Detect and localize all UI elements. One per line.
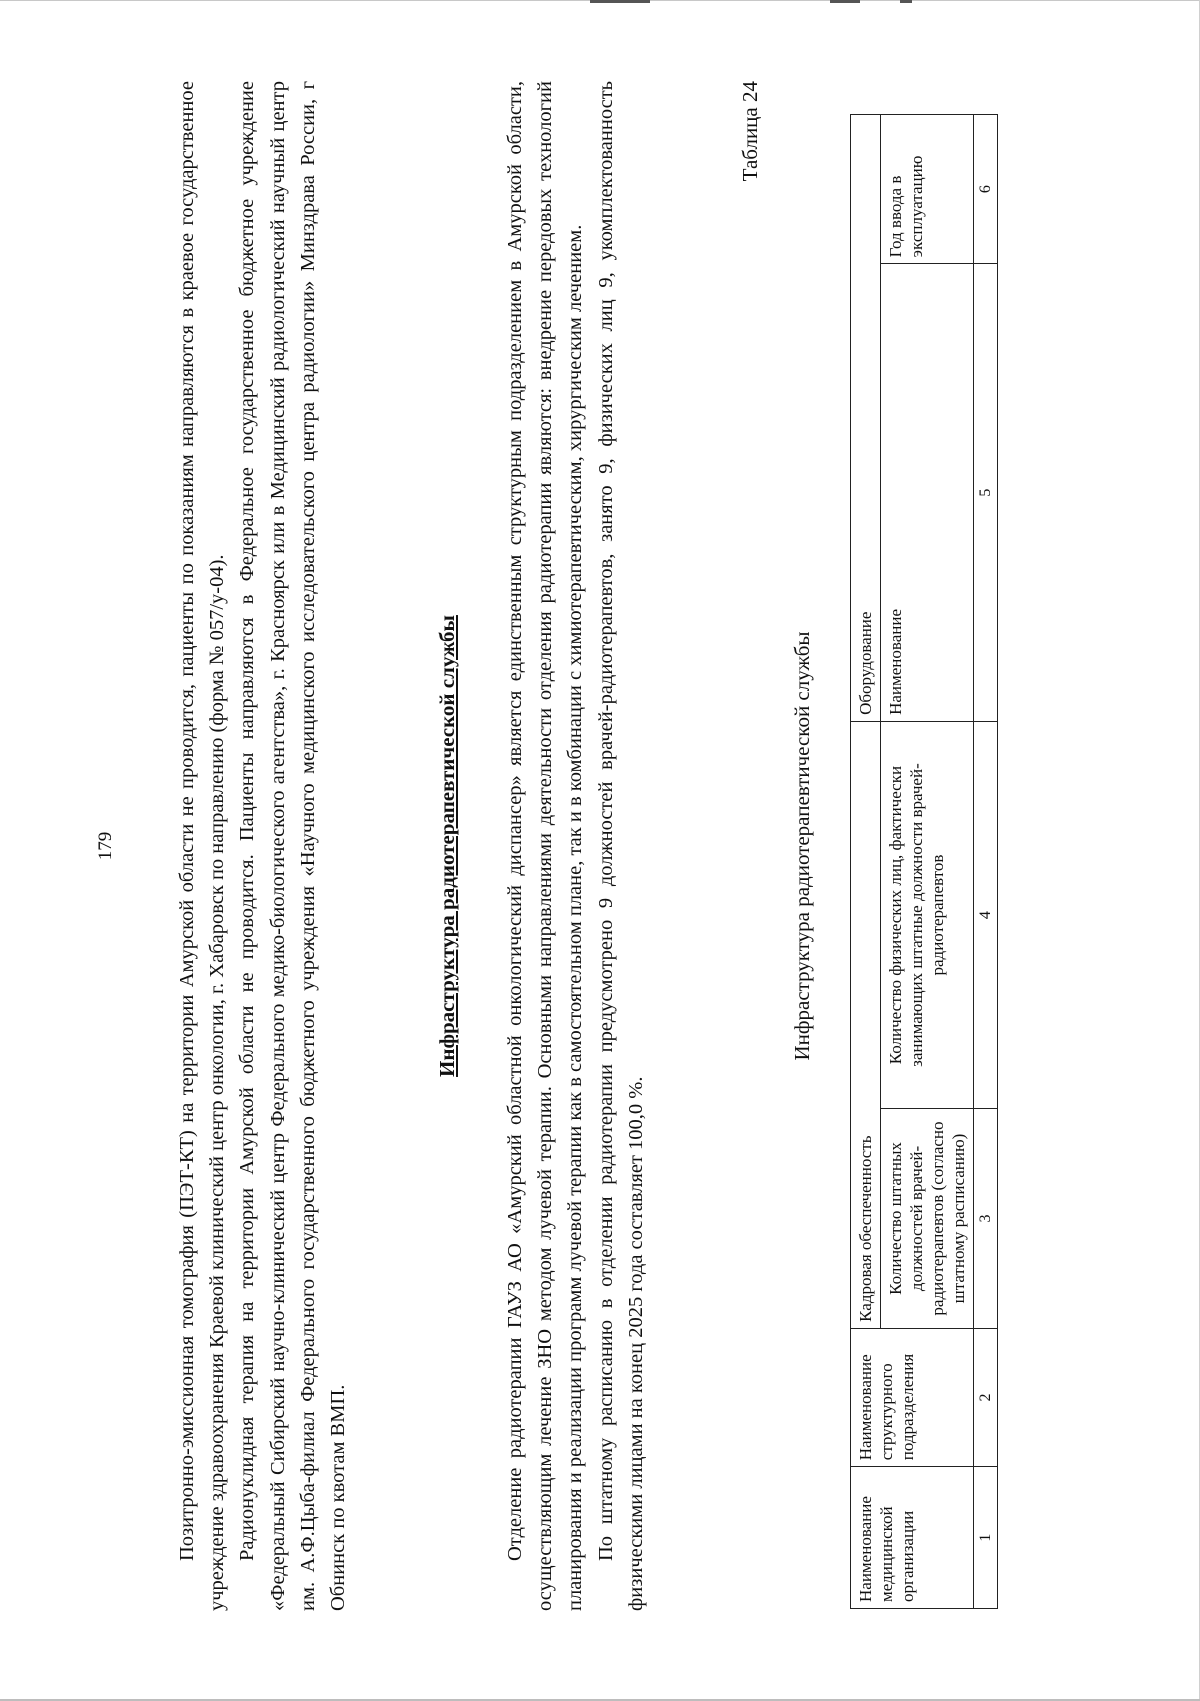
- section-heading: [435, 81, 460, 1611]
- header-staff-persons: Количество физических лиц, фактически занимающих штатные должности врачей-радиотерапевтов: [881, 721, 974, 1108]
- header-equipment: Оборудование: [851, 115, 881, 722]
- column-number: 4: [974, 721, 998, 1108]
- column-number: 6: [974, 115, 998, 264]
- header-org: Наименование медицинской организации: [851, 1467, 974, 1609]
- paragraph-radionuclide: Радионуклидная терапия на территории Амурской области не проводится. Пациенты направляются в Федеральное государственное бюджетное учреждение «Федеральный Сибирский научно-клинический центр Федерального медико-биологического агентства», г. Красноярск или в Медицинский радиологический научный центр им. А.Ф.Цыба-филиал Федерального государственного бюджетного учреждения «Научного медицинского исследовательского центра радиологии» Минздрава России, г Обнинск по квотам ВМП.: [236, 81, 350, 1611]
- page-number: 179: [95, 831, 116, 861]
- header-staff-positions: Количество штатных должностей врачей-радиотерапевтов (согласно штатному расписанию): [881, 1109, 974, 1329]
- table-numbers-row: [974, 115, 998, 1609]
- table-header-row: [851, 115, 881, 1609]
- header-unit: Наименование структурного подразделения: [851, 1328, 974, 1466]
- header-equipment-year: Год ввода в эксплуатацию: [881, 115, 974, 264]
- table-caption: Инфраструктура радиотерапевтической службы: [790, 631, 814, 1061]
- column-number: 3: [974, 1109, 998, 1329]
- header-staffing: Кадровая обеспеченность: [851, 721, 881, 1328]
- infrastructure-table: [850, 114, 998, 1609]
- column-number: 5: [974, 264, 998, 722]
- header-equipment-name: Наименование: [881, 264, 974, 722]
- column-number: 1: [974, 1467, 998, 1609]
- paragraph-staffing: По штатному расписанию в отделении радиотерапии предусмотрено 9 должностей врачей-радиотерапевтов, занято 9, физических лиц 9, укомплектованность физическими лицами на конец 2025 года составляет 100,0 %.: [594, 81, 647, 1611]
- table-caption-block: [790, 81, 815, 1611]
- table-label: Таблица 24: [738, 81, 762, 182]
- section-title: Инфраструктура радиотерапевтической службы: [435, 615, 459, 1077]
- paragraph-department: Отделение радиотерапии ГАУЗ АО «Амурский областной онкологический диспансер» является единственным структурным подразделением в Амурской области, осуществляющим лечение ЗНО методом лучевой терапии. Основными направлениями деятельности отделения радиотерапии являются: внедрение передовых технологий планирования и реализации программ лучевой терапии как в самостоятельном плане, так и в комбинации с химиотерапевтическим, хирургическим лечением.: [504, 81, 587, 1611]
- column-number: 2: [974, 1328, 998, 1466]
- paragraph-petct: Позитронно-эмиссионная томография (ПЭТ-КТ) на территории Амурской области не проводится, пациенты по показаниям направляются в краевое государственное учреждение здравоохранения Краевой клинический центр онкологии, г. Хабаровск по направлению (форма № 057/у-04).: [176, 81, 229, 1611]
- table-label-block: [738, 81, 763, 1611]
- section-radiotherapy: [500, 81, 651, 1611]
- section-petct: [172, 81, 353, 1611]
